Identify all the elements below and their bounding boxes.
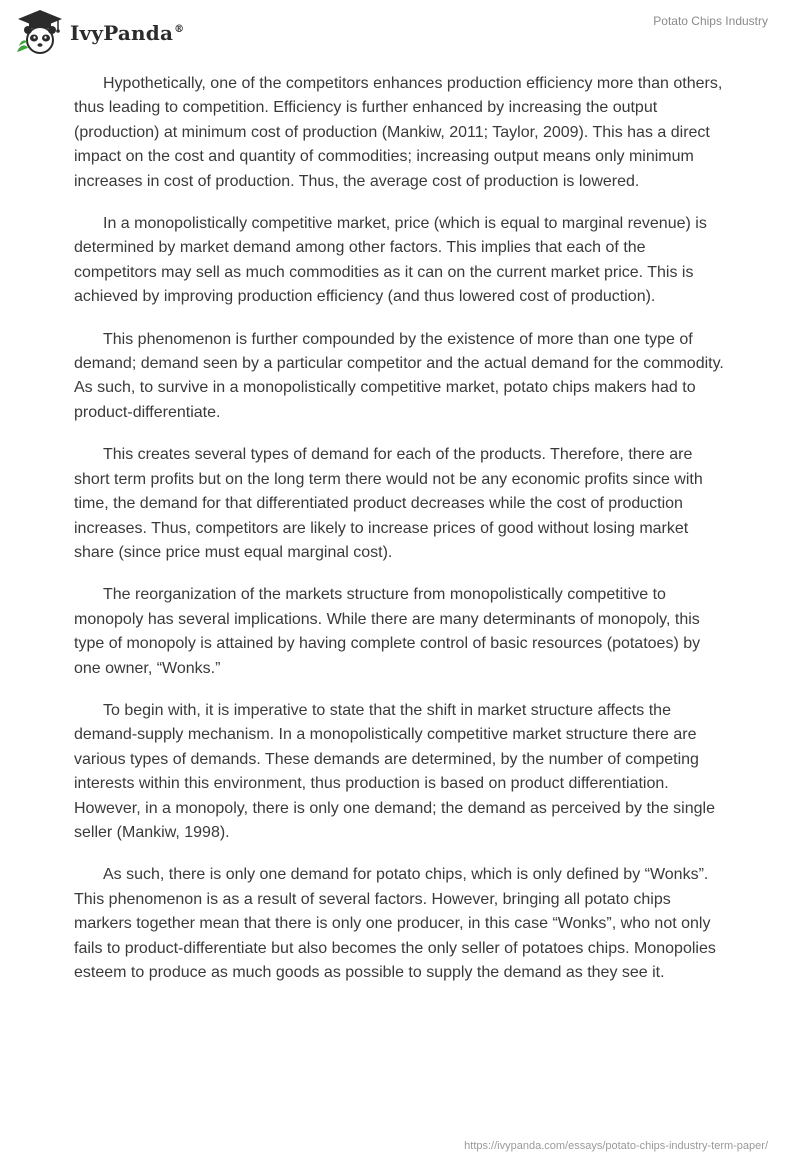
panda-graduate-icon [14,8,66,56]
paragraph: To begin with, it is imperative to state that the shift in market structure affects the demand-supply mechanism. In a monopolistically competitive market structure there are various types of demands. These demands are determined, by the number of competing interests within this environment, thus production is based on product differentiation. However, in a monopoly, there is only one demand; the demand as perceived by the single seller (Mankiw, 1998). [74,701,715,841]
source-url[interactable]: https://ivypanda.com/essays/potato-chips-industry-term-paper/ [464,1140,768,1152]
paragraph: As such, there is only one demand for potato chips, which is only defined by “Wonks”. This phenomenon is as a result of several factors. However, bringing all potato chips markers together mean that there is only one producer, in this case “Wonks”, who not only fails to product-differentiate but also becomes the only seller of potatoes chips. Monopolies esteem to produce as much goods as possible to supply the demand as they see it. [74,866,716,981]
logo-text: IvyPanda [70,21,174,45]
registered-mark: ® [174,24,185,36]
logo-wordmark [70,21,184,45]
ivypanda-logo[interactable] [14,8,184,56]
paragraph: Hypothetically, one of the competitors enhances production efficiency more than others, thus leading to competition. Efficiency is further enhanced by increasing the output (production) at minimum cost of production (Mankiw, 2011; Taylor, 2009). This has a direct impact on the cost and quantity of commodities; increasing output means only minimum increases in cost of production. Thus, the average cost of production is lowered. [74,75,723,190]
document-title: Potato Chips Industry [653,14,768,28]
paragraph: This phenomenon is further compounded by the existence of more than one type of demand; demand seen by a particular competitor and the actual demand for the commodity. As such, to survive in a monopolistically competitive market, potato chips makers had to product-differentiate. [74,330,724,421]
paragraph: This creates several types of demand for each of the products. Therefore, there are short term profits but on the long term there would not be any economic profits since with time, the demand for that differentiated product decreases while the cost of production increases. Thus, competitors are likely to increase prices of good without losing market share (since price must equal marginal cost). [74,446,703,561]
page-header [0,0,800,60]
paragraph: The reorganization of the markets structure from monopolistically competitive to monopoly has several implications. While there are many determinants of monopoly, this type of monopoly is attained by having complete control of basic resources (potatoes) by one owner, “Wonks.” [74,586,701,677]
paragraph: In a monopolistically competitive market, price (which is equal to marginal revenue) is determined by market demand among other factors. This implies that each of the competitors may sell as much commodities as it can on the current market price. This is achieved by improving production efficiency (and thus lowered cost of production). [74,215,707,306]
essay-body [74,72,728,1003]
